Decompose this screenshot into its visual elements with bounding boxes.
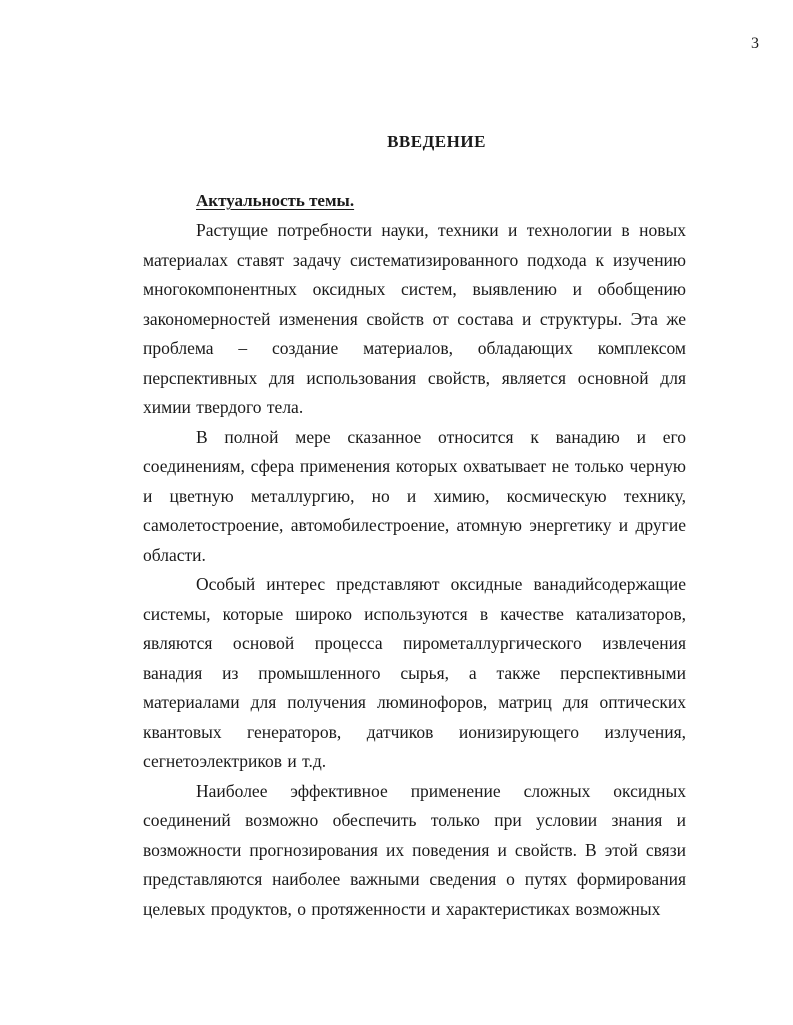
paragraph: Растущие потребности науки, техники и технологии в новых материалах ставят задачу систематизированного подхода к изучению многокомпонентных оксидных систем, выявлению и обобщению закономерностей изменения свойств от состава и структуры. Эта же проблема – создание материалов, обладающих комплексом перспективных для использования свойств, является основной для химии твердого тела. xyxy=(143,220,686,417)
paragraph: Наиболее эффективное применение сложных оксидных соединений возможно обеспечить только при условии знания и возможности прогнозирования их поведения и свойств. В этой связи представляются наиболее важными сведения о путях формирования целевых продуктов, о протяженности и характеристиках возможных xyxy=(143,780,686,919)
page-title: ВВЕДЕНИЕ xyxy=(387,132,486,151)
section-heading: Актуальность темы. xyxy=(196,191,355,210)
paragraph: В полной мере сказанное относится к ванадию и его соединениям, сфера применения которых охватывает не только черную и цветную металлургию, но и химию, космическую технику, самолетостроение, автомобилестроение, атомную энергетику и другие области. xyxy=(143,426,686,565)
body-text xyxy=(143,216,686,924)
page-number: 3 xyxy=(751,35,759,52)
paragraph: Особый интерес представляют оксидные ванадийсодержащие системы, которые широко используются в качестве катализаторов, являются основой процесса пирометаллургического извлечения ванадия из промышленного сырья, а также перспективными материалами для получения люминофоров, матриц для оптических квантовых генераторов, датчиков ионизирующего излучения, сегнетоэлектриков и т.д. xyxy=(143,574,686,771)
